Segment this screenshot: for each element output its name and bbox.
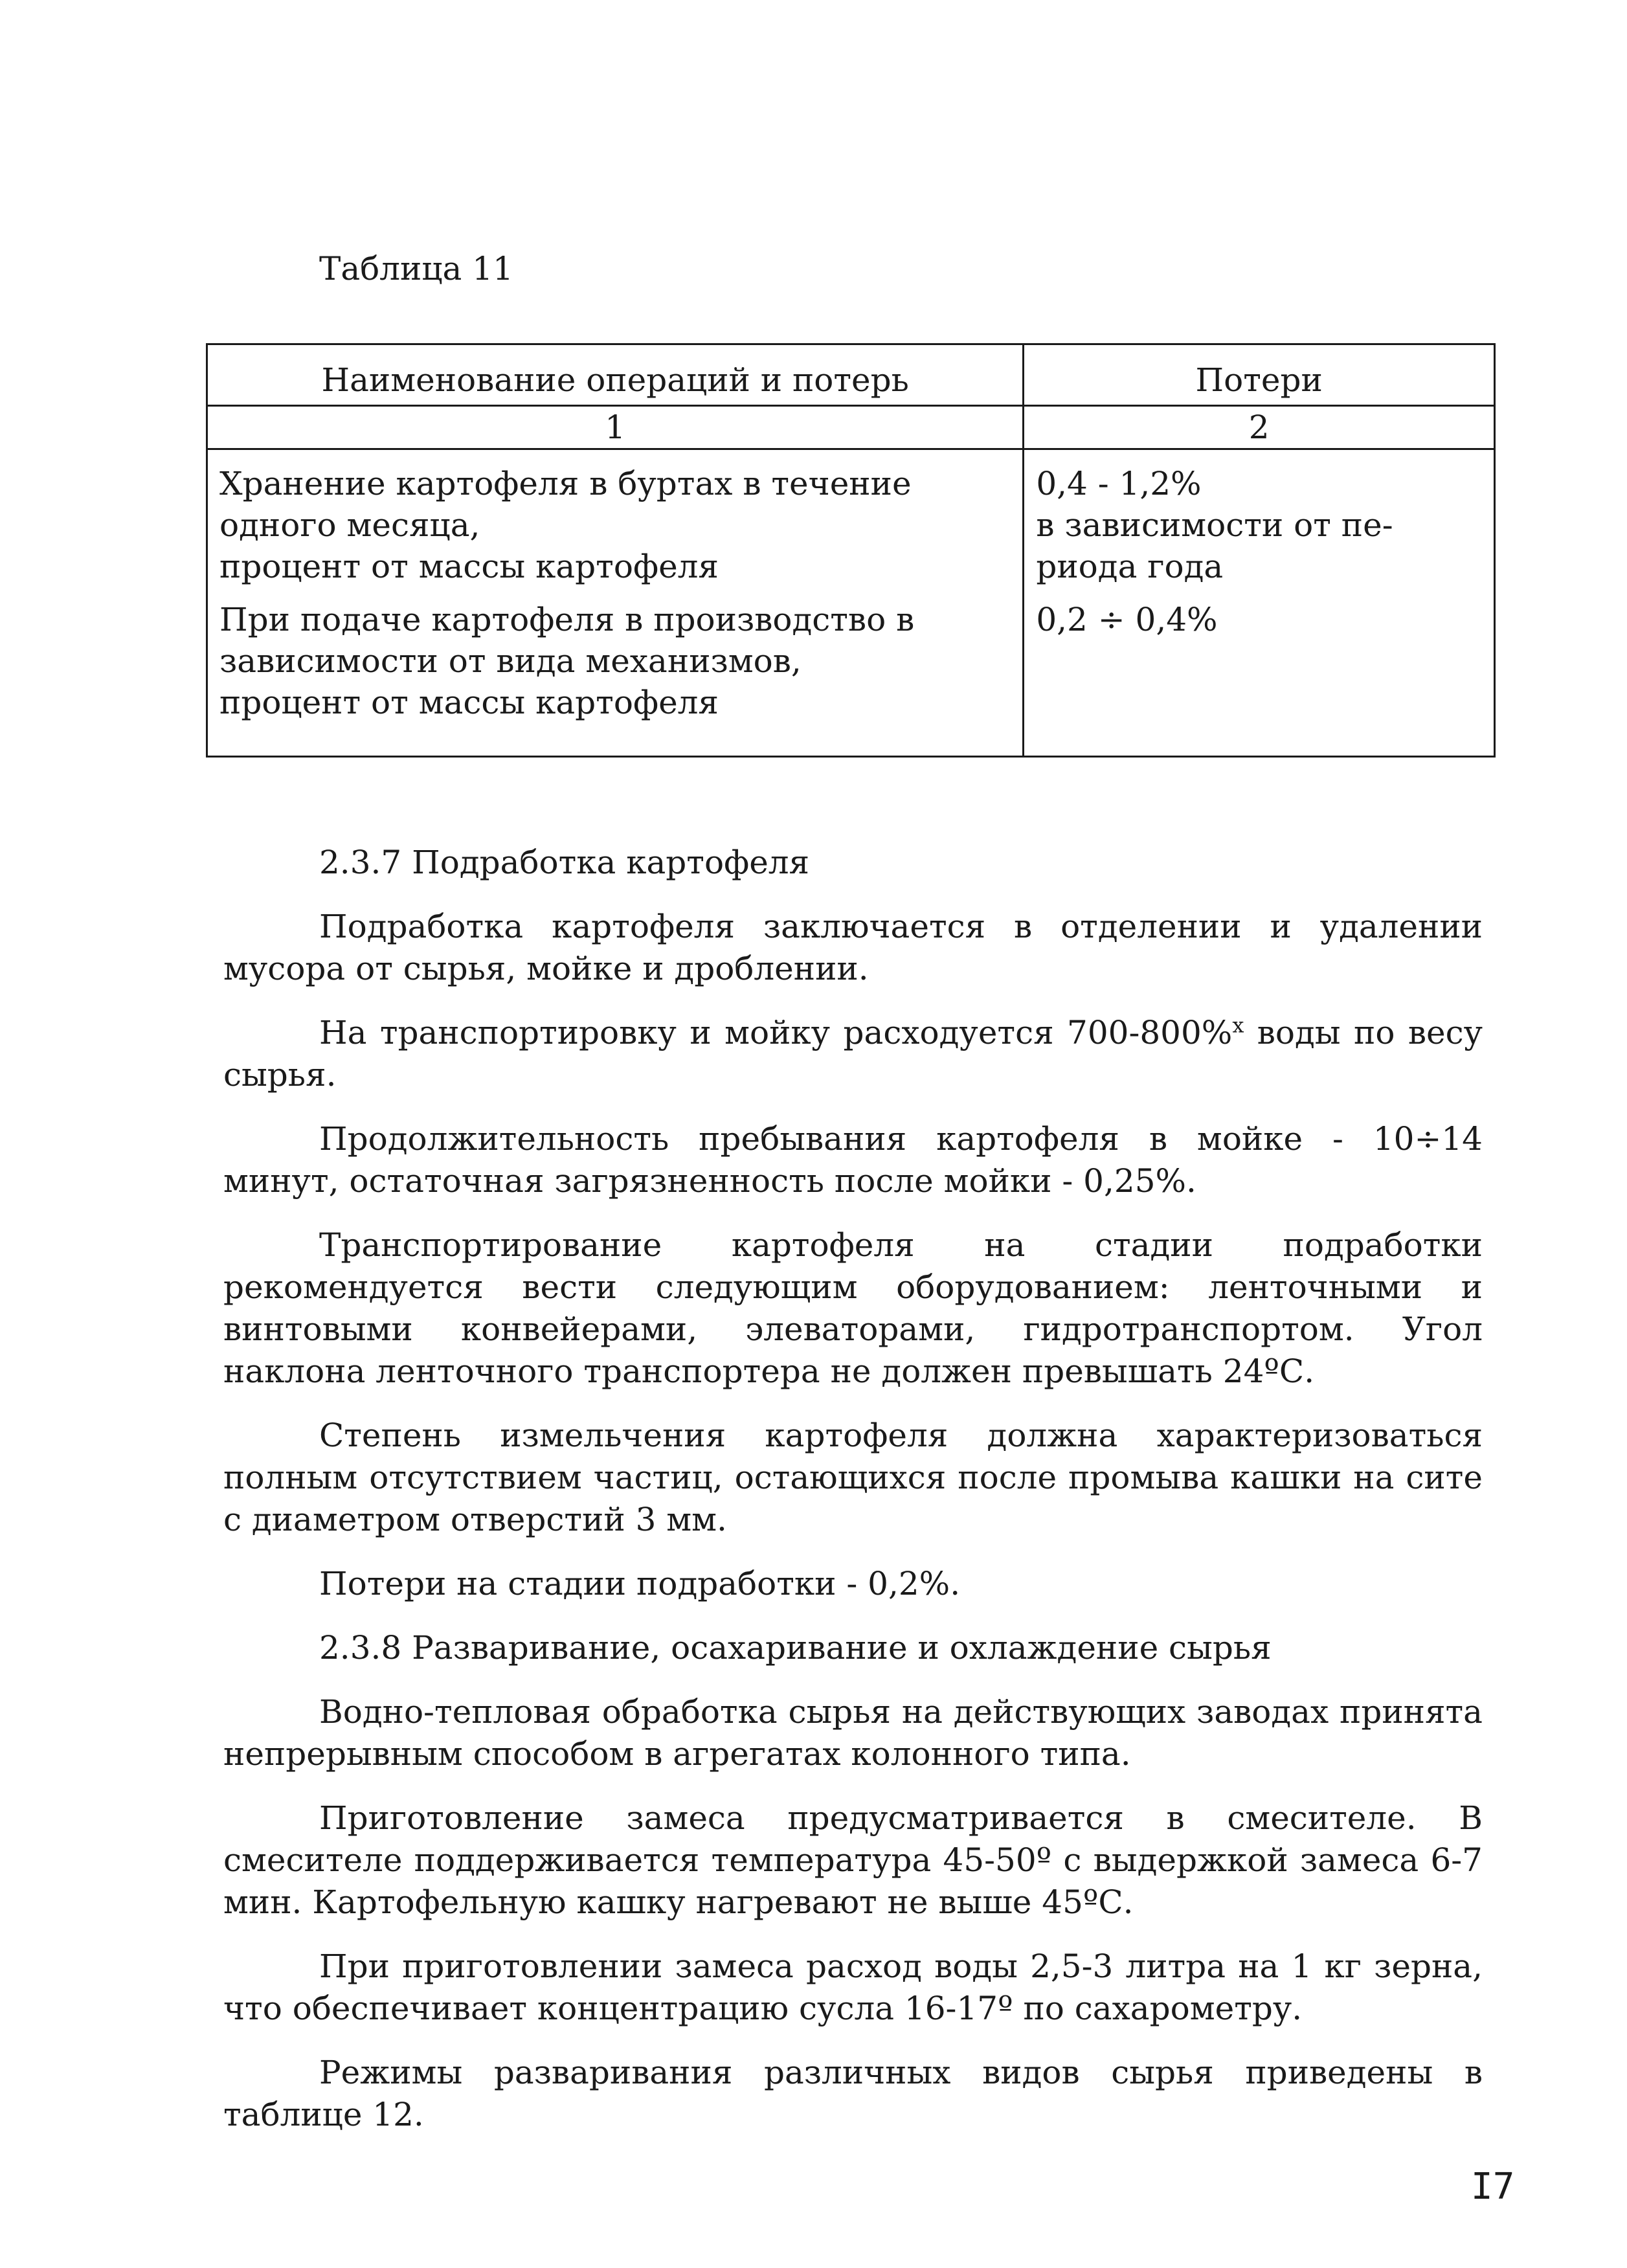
- section-heading-2-3-8: 2.3.8 Разваривание, осахаривание и охлаждение сырья: [319, 1629, 1272, 1667]
- header-operation: Наименование операций и потерь: [207, 344, 1024, 406]
- losses-table: [206, 343, 1496, 758]
- cell-line: 0,2 ÷ 0,4%: [1036, 601, 1218, 638]
- table-column-number-row: [207, 406, 1495, 449]
- table-caption: Таблица 11: [319, 250, 513, 287]
- body-text: [223, 842, 1483, 2158]
- cell-line: При подаче картофеля в производство в: [219, 601, 915, 638]
- paragraph: При приготовлении замеса расход воды 2,5-3 литра на 1 кг зерна, что обеспечивает концентрацию сусла 16-17º по сахарометру.: [223, 1948, 1483, 2027]
- cell-line: зависимости от вида механизмов,: [219, 642, 802, 680]
- paragraph: Приготовление замеса предусматривается в смесителе. В смесителе поддерживается температура 45-50º с выдержкой замеса 6-7 мин. Картофельную кашку нагревают не выше 45ºС.: [223, 1799, 1483, 1921]
- paragraph-text: На транспортировку и мойку расходуется 700-800%: [319, 1014, 1233, 1051]
- cell-line: Хранение картофеля в буртах в течение: [219, 465, 912, 502]
- cell-line: одного месяца,: [219, 506, 480, 544]
- paragraph: Водно-тепловая обработка сырья на действующих заводах принята непрерывным способом в агрегатах колонного типа.: [223, 1693, 1483, 1773]
- paragraph: Подработка картофеля заключается в отделении и удалении мусора от сырья, мойке и дроблении.: [223, 908, 1483, 987]
- page-number: I7: [1471, 2166, 1515, 2208]
- cell-line: процент от массы картофеля: [219, 548, 719, 585]
- cell-line: процент от массы картофеля: [219, 684, 719, 721]
- table-row: [207, 596, 1495, 757]
- loss-cell: [1024, 449, 1495, 597]
- loss-cell: [1024, 596, 1495, 757]
- column-number-2: 2: [1024, 406, 1495, 449]
- paragraph: Потери на стадии подработки - 0,2%.: [319, 1565, 961, 1602]
- table-header-row: [207, 344, 1495, 406]
- header-loss: Потери: [1024, 344, 1495, 406]
- operation-cell: [207, 449, 1024, 597]
- paragraph: Степень измельчения картофеля должна характеризоваться полным отсутствием частиц, остающихся после промыва кашки на сите с диаметром отверстий 3 мм.: [223, 1417, 1483, 1538]
- footnote-mark: х: [1232, 1013, 1244, 1038]
- paragraph: Режимы разваривания различных видов сырья приведены в таблице 12.: [223, 2054, 1483, 2133]
- section-heading-2-3-7: 2.3.7 Подработка картофеля: [319, 844, 810, 881]
- operation-cell: [207, 596, 1024, 757]
- paragraph: [223, 1012, 1483, 1096]
- cell-line: 0,4 - 1,2%: [1036, 465, 1202, 502]
- cell-line: риода года: [1036, 548, 1224, 585]
- cell-line: в зависимости от пе-: [1036, 506, 1393, 544]
- paragraph-text: воды по весу сырья.: [223, 1014, 1483, 1094]
- paragraph: Продолжительность пребывания картофеля в мойке - 10÷14 минут, остаточная загрязненность после мойки - 0,25%.: [223, 1120, 1483, 1200]
- paragraph: Транспортирование картофеля на стадии подработки рекомендуется вести следующим оборудованием: ленточными и винтовыми конвейерами, элеваторами, гидротранспортом. Угол наклона ленточного транспортера не должен превышать 24ºС.: [223, 1226, 1483, 1390]
- table-row: [207, 449, 1495, 597]
- column-number-1: 1: [207, 406, 1024, 449]
